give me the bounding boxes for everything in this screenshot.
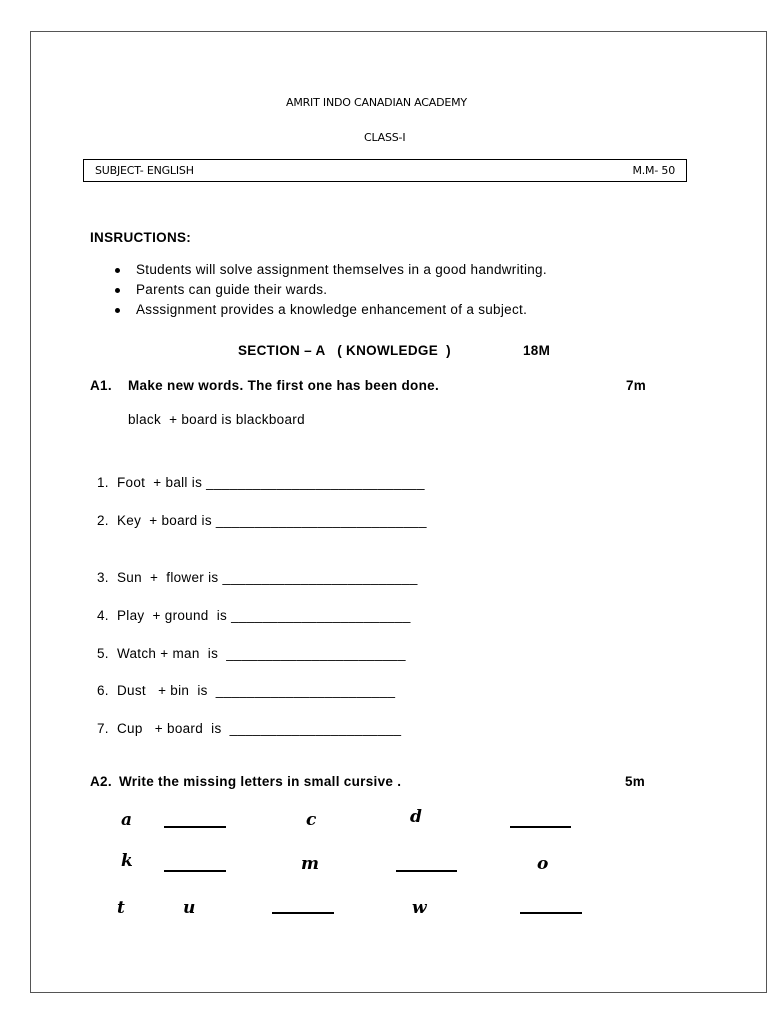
- bullet-2: [115, 288, 120, 293]
- cursive-letter-c: c: [306, 810, 317, 830]
- subject-label: SUBJECT- ENGLISH: [95, 164, 194, 177]
- instructions-heading: INSRUCTIONS:: [90, 230, 192, 245]
- max-marks-label: M.M- 50: [632, 164, 675, 177]
- cursive-letter-o: o: [537, 854, 549, 874]
- cursive-letter-u: u: [183, 898, 196, 918]
- q2-number: A2.: [90, 774, 112, 789]
- q1-item-4: 4. Play + ground is _______________________: [97, 608, 411, 623]
- q1-marks: 7m: [626, 378, 647, 393]
- q1-prompt: Make new words. The first one has been done.: [128, 378, 440, 393]
- section-marks: 18M: [523, 343, 551, 358]
- blank-line: [510, 826, 571, 828]
- section-title: SECTION – A ( KNOWLEDGE ): [238, 343, 451, 358]
- q1-item-5: 5. Watch + man is _______________________: [97, 646, 406, 661]
- blank-line: [520, 912, 582, 914]
- blank-line: [164, 826, 226, 828]
- instruction-item-1: Students will solve assignment themselves in a good handwriting.: [136, 262, 547, 277]
- instruction-item-3: Asssignment provides a knowledge enhancement of a subject.: [136, 302, 528, 317]
- blank-line: [396, 870, 457, 872]
- cursive-letter-k: k: [121, 851, 133, 871]
- class-label: CLASS-I: [364, 131, 406, 144]
- q1-example: black + board is blackboard: [128, 412, 305, 427]
- bullet-1: [115, 268, 120, 273]
- q1-item-2: 2. Key + board is ___________________________: [97, 513, 427, 528]
- cursive-letter-m: m: [301, 854, 319, 874]
- school-name: AMRIT INDO CANADIAN ACADEMY: [286, 96, 467, 109]
- cursive-letter-t: t: [117, 898, 125, 918]
- blank-line: [272, 912, 334, 914]
- bullet-3: [115, 308, 120, 313]
- q1-item-1: 1. Foot + ball is ____________________________: [97, 475, 425, 490]
- q1-item-3: 3. Sun + flower is _________________________: [97, 570, 418, 585]
- subject-box: [83, 159, 687, 182]
- cursive-letter-a: a: [121, 810, 133, 830]
- cursive-letter-d: d: [410, 807, 422, 827]
- instruction-item-2: Parents can guide their wards.: [136, 282, 328, 297]
- blank-line: [164, 870, 226, 872]
- q2-marks: 5m: [625, 774, 646, 789]
- q1-item-7: 7. Cup + board is ______________________: [97, 721, 402, 736]
- q2-prompt: Write the missing letters in small cursive .: [119, 774, 402, 789]
- q1-item-6: 6. Dust + bin is _______________________: [97, 683, 396, 698]
- cursive-letter-w: w: [412, 898, 427, 918]
- q1-number: A1.: [90, 378, 112, 393]
